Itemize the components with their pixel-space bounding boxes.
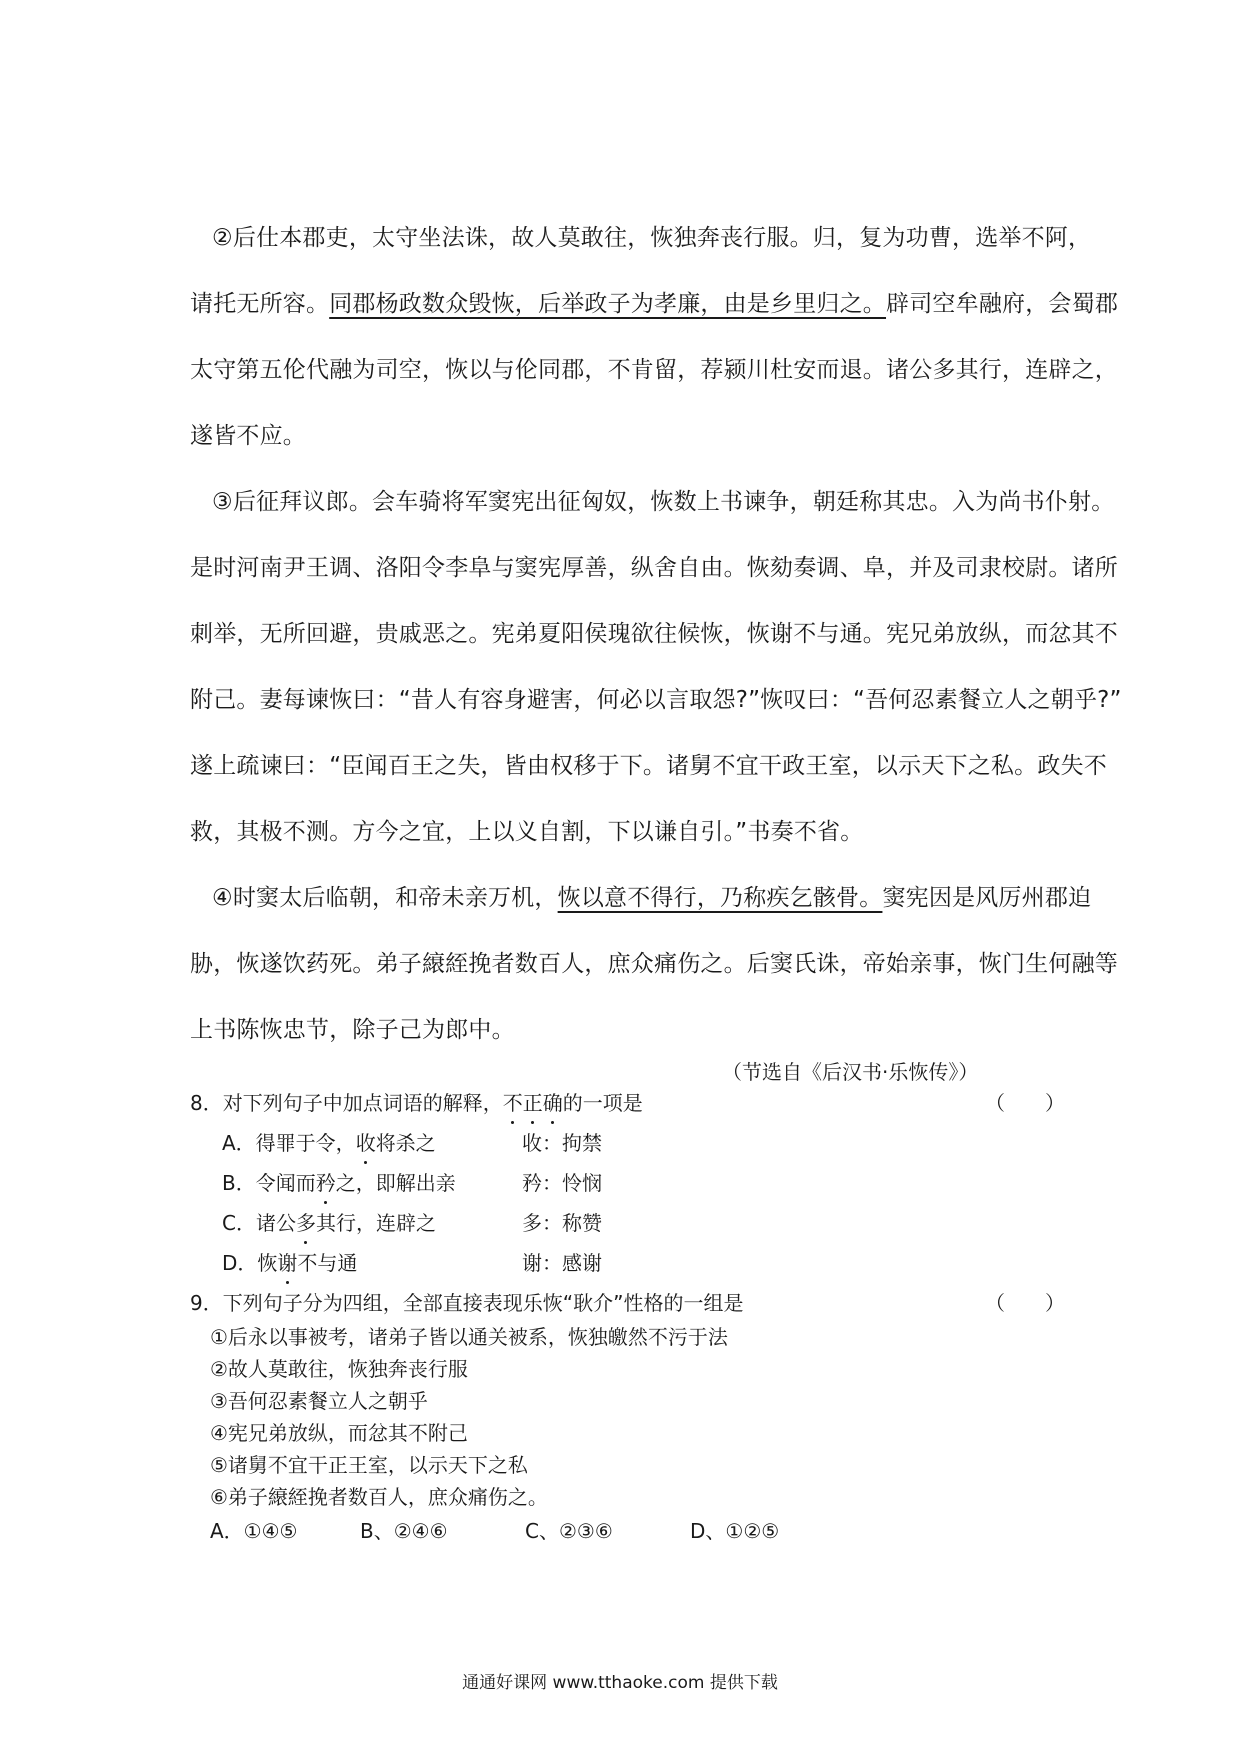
passage-line [190, 865, 1092, 931]
option-text: B．令闻而 [222, 1171, 316, 1195]
option-text: C．诸公 [222, 1211, 296, 1235]
passage-line: 遂上疏谏曰：“臣闻百王之失，皆由权移于下。诸舅不宜干政王室，以示天下之私。政失不 [190, 753, 1107, 779]
option-gloss: 多：称赞 [522, 1211, 602, 1235]
passage-source: （节选自《后汉书·乐恢传》） [722, 1060, 979, 1084]
q9-item: ⑥弟子縗絰挽者数百人，庶众痛伤之。 [210, 1485, 548, 1509]
dotted-char: 矜 [316, 1168, 336, 1198]
option-sentence [222, 1208, 522, 1238]
option-text: 将杀之 [375, 1131, 436, 1155]
q9-answer-options [210, 1516, 779, 1546]
passage-text: 辟司空牟融府，会蜀郡 [886, 291, 1119, 317]
passage-line: 是时河南尹王调、洛阳令李阜与窦宪厚善，纵舍自由。恢劾奏调、阜，并及司隶校尉。诸所 [190, 555, 1118, 581]
option-text: 之，即解出亲 [335, 1171, 456, 1195]
dotted-char: 多 [296, 1208, 316, 1238]
underlined-sentence: 恢以意不得行，乃称疾乞骸骨。 [557, 885, 883, 911]
option-gloss: 收：拘禁 [522, 1131, 602, 1155]
passage-line: ③后征拜议郎。会车骑将军窦宪出征匈奴，恢数上书谏争，朝廷称其忠。入为尚书仆射。 [212, 489, 1115, 515]
option-row [222, 1208, 602, 1238]
question-8-stem [190, 1088, 643, 1118]
passage-line: 刺举，无所回避，贵戚恶之。宪弟夏阳侯瑰欲往候恢，恢谢不与通。宪兄弟放纵，而忿其不 [190, 621, 1118, 647]
passage-text: 窦宪因是风厉州郡迫 [882, 885, 1092, 911]
passage-line: 遂皆不应。 [190, 423, 306, 449]
question-text: 8．对下列句子中加点词语的解释， [190, 1091, 503, 1115]
passage-text: 请托无所容。 [190, 291, 330, 317]
dotted-char: 确 [543, 1088, 563, 1118]
page-footer: 通通好课网 www.tthaoke.com 提供下载 [462, 1673, 778, 1693]
passage-line [190, 271, 1119, 337]
dotted-char: 不 [503, 1088, 523, 1118]
option-row [222, 1168, 602, 1198]
answer-option-c: C、②③⑥ [525, 1519, 613, 1543]
answer-option-d: D、①②⑤ [690, 1519, 780, 1543]
option-text: 其行，连辟之 [315, 1211, 436, 1235]
option-gloss: 谢：感谢 [522, 1251, 602, 1275]
passage-text: ④时窦太后临朝，和帝未亲万机， [212, 885, 558, 911]
option-text: 不与通 [297, 1251, 358, 1275]
q9-item: ①后永以事被考，诸弟子皆以通关被系，恢独皦然不污于法 [210, 1325, 728, 1349]
q9-item: ④宪兄弟放纵，而忿其不附己 [210, 1421, 468, 1445]
q9-item: ③吾何忍素餐立人之朝乎 [210, 1389, 428, 1413]
option-text: A．得罪于令， [222, 1131, 356, 1155]
answer-option-a: A．①④⑤ [210, 1519, 298, 1543]
option-sentence [222, 1248, 522, 1278]
option-sentence [222, 1128, 522, 1158]
passage-line: ②后仕本郡吏，太守坐法诛，故人莫敢往，恢独奔丧行服。归，复为功曹，选举不阿， [212, 225, 1092, 251]
answer-option-b: B、②④⑥ [360, 1519, 448, 1543]
passage-paragraph-2 [190, 205, 1119, 469]
option-gloss: 矜：怜悯 [522, 1171, 602, 1195]
dotted-char: 收 [356, 1128, 376, 1158]
passage-paragraph-4 [190, 865, 1118, 1063]
option-row [222, 1128, 602, 1158]
question-text: 的一项是 [562, 1091, 643, 1115]
passage-line: 救，其极不测。方今之宜，上以义自割，下以谦自引。”书奏不省。 [190, 819, 864, 845]
passage-line: 太守第五伦代融为司空，恢以与伦同郡，不肯留，荐颍川杜安而退。诸公多其行，连辟之， [190, 357, 1118, 383]
passage-line: 附己。妻每谏恢曰：“昔人有容身避害，何必以言取怨?”恢叹曰：“吾何忍素餐立人之朝乎?” [190, 687, 1122, 713]
option-row [222, 1248, 602, 1278]
option-text: D．恢 [222, 1251, 278, 1275]
answer-blank: （ ） [985, 1291, 1065, 1315]
answer-blank: （ ） [985, 1091, 1065, 1115]
passage-paragraph-3 [190, 469, 1122, 865]
q9-item: ②故人莫敢往，恢独奔丧行服 [210, 1357, 468, 1381]
dotted-char: 谢 [277, 1248, 297, 1278]
underlined-sentence: 同郡杨政数众毁恢，后举政子为孝廉，由是乡里归之。 [329, 291, 887, 317]
dotted-char: 正 [523, 1088, 543, 1118]
passage-line: 胁，恢遂饮药死。弟子縗絰挽者数百人，庶众痛伤之。后窦氏诛，帝始亲事，恢门生何融等 [190, 951, 1118, 977]
option-sentence [222, 1168, 522, 1198]
question-9-stem: 9．下列句子分为四组，全部直接表现乐恢“耿介”性格的一组是 [190, 1291, 744, 1315]
q9-item: ⑤诸舅不宜干正王室，以示天下之私 [210, 1453, 528, 1477]
passage-line: 上书陈恢忠节，除子己为郎中。 [190, 1017, 515, 1043]
